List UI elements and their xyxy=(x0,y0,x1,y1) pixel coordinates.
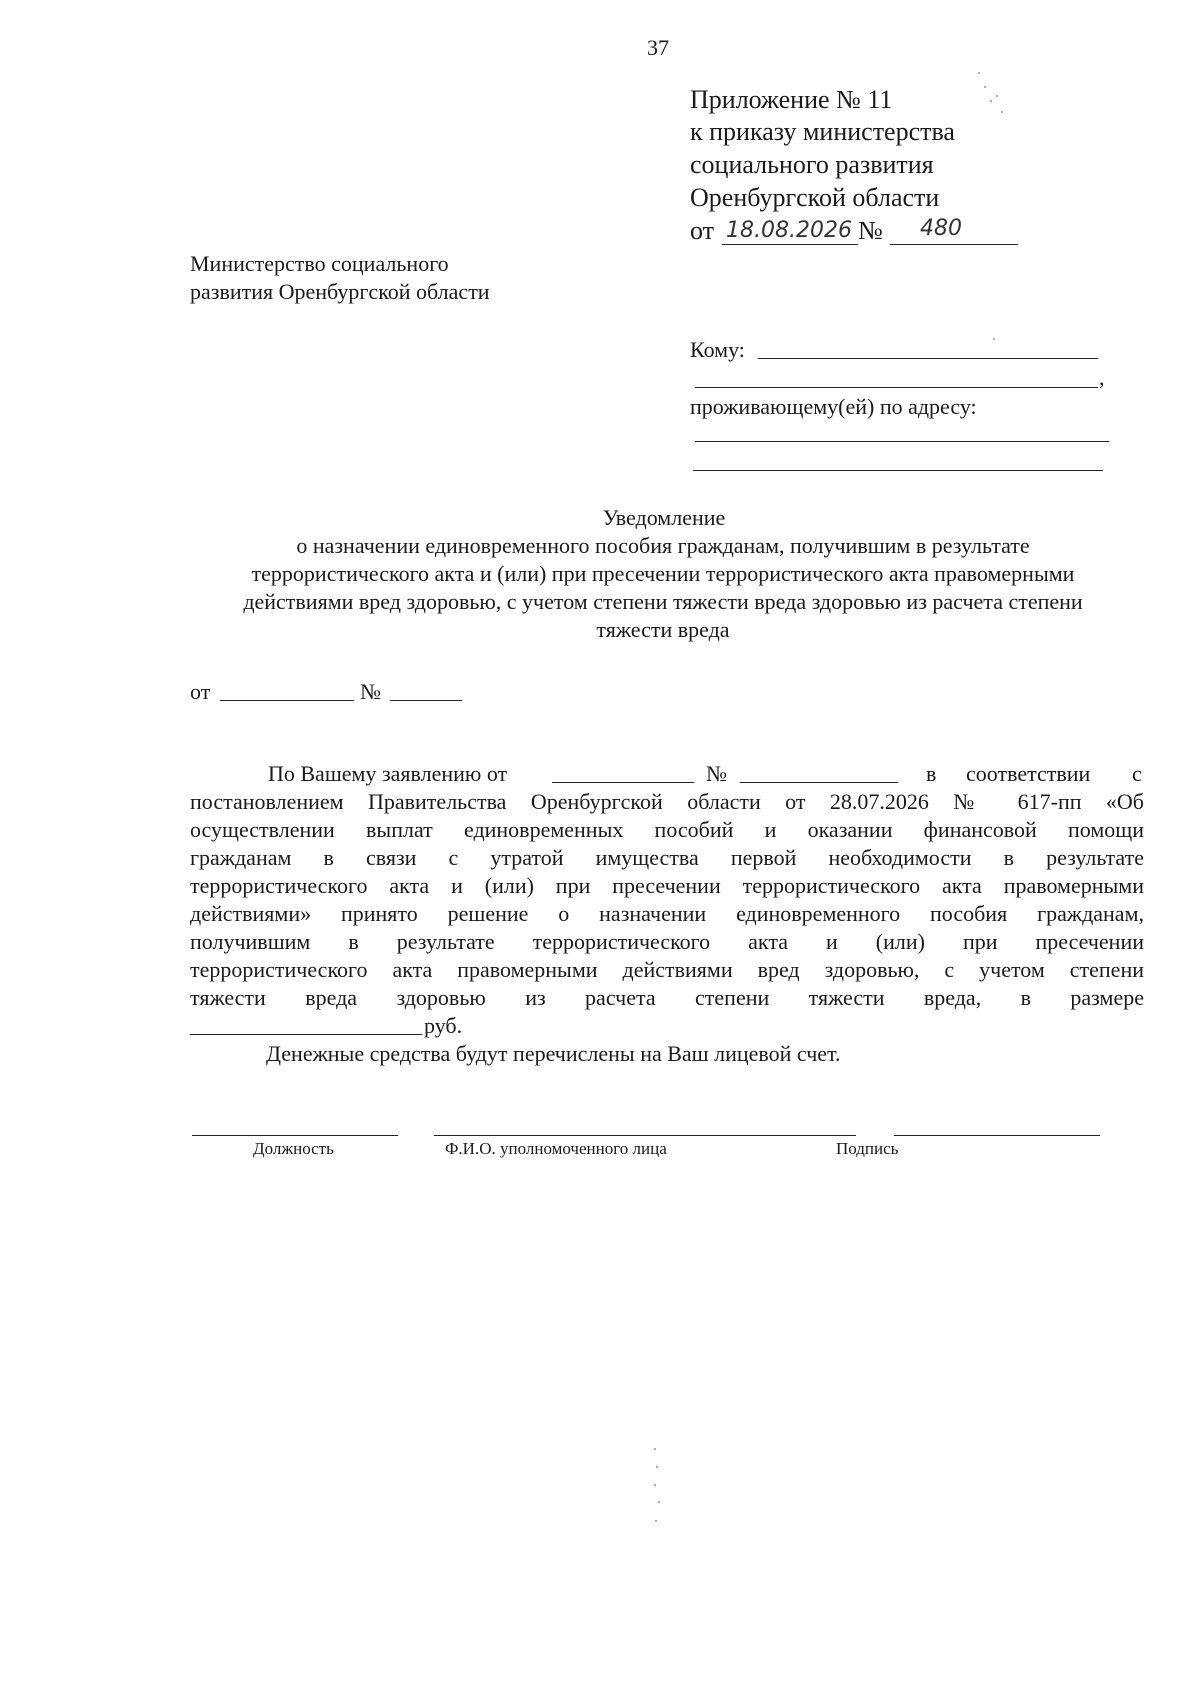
body-amount-line xyxy=(190,1034,422,1035)
scan-speck xyxy=(993,338,995,340)
recipient-name-line-1 xyxy=(758,358,1098,359)
notice-subtitle-line-2: террористического акта и (или) при пресечении террористического акта правомерными xyxy=(251,561,1075,586)
body-line-4: гражданам в связи с утратой имущества первой необходимости в результате xyxy=(190,845,1144,870)
recipient-name-line-2 xyxy=(695,387,1098,388)
signature-name-label: Ф.И.О. уполномоченного лица xyxy=(445,1139,667,1158)
appendix-line-4: Оренбургской области xyxy=(690,183,940,212)
scan-speck xyxy=(654,1448,656,1450)
appendix-number-underline xyxy=(890,244,1018,245)
notice-subtitle-line-3: действиями вред здоровью, с учетом степени тяжести вреда здоровью из расчета степени xyxy=(243,589,1083,614)
recipient-to-label: Кому: xyxy=(690,337,745,362)
body-application-date-line xyxy=(552,782,694,783)
scan-speck xyxy=(658,1501,660,1503)
body-rub-label: руб. xyxy=(424,1013,463,1038)
signature-name-line xyxy=(434,1135,856,1136)
signature-position-line xyxy=(192,1135,398,1136)
appendix-date-underline xyxy=(722,244,858,245)
signature-sign-line xyxy=(894,1135,1100,1136)
appendix-line-3: социального развития xyxy=(690,150,934,179)
body-line-6: действиями» принято решение о назначении единовременного пособия гражданам, xyxy=(190,901,1144,926)
page-number: 37 xyxy=(647,35,669,60)
body-line-1-word-s: с xyxy=(1132,761,1142,786)
body-line-3: осуществлении выплат единовременных пособий и оказании финансовой помощи xyxy=(190,817,1144,842)
sender-line-2: развития Оренбургской области xyxy=(190,279,490,304)
scan-speck xyxy=(978,72,980,74)
notice-title: Уведомление xyxy=(602,505,726,530)
appendix-handwritten-date: 18.08.2026 xyxy=(726,218,852,243)
sender-line-1: Министерство социального xyxy=(190,251,449,276)
notice-date-line xyxy=(220,700,354,701)
body-line-1-word-v: в xyxy=(926,761,937,786)
scan-speck xyxy=(1001,111,1003,113)
appendix-title: Приложение № 11 xyxy=(690,85,893,114)
scan-speck xyxy=(655,1520,657,1522)
appendix-handwritten-number: 480 xyxy=(920,216,962,241)
signature-position-label: Должность xyxy=(253,1139,334,1158)
body-line-1-word-sootv: соответствии xyxy=(966,761,1091,786)
notice-number-line xyxy=(390,700,462,701)
recipient-comma: , xyxy=(1099,365,1105,390)
appendix-line-2: к приказу министерства xyxy=(690,117,955,146)
body-line-8: террористического акта правомерными действиями вред здоровью, с учетом степени xyxy=(190,957,1144,982)
scan-speck xyxy=(656,1466,658,1468)
signature-sign-label: Подпись xyxy=(836,1139,899,1158)
scan-speck xyxy=(990,100,992,102)
body-line-5: террористического акта и (или) при пресечении террористического акта правомерными xyxy=(190,873,1144,898)
notice-subtitle-line-1: о назначении единовременного пособия гражданам, получившим в результате xyxy=(296,533,1030,558)
scan-speck xyxy=(654,1484,656,1486)
body-number-label: № xyxy=(706,761,727,786)
notice-from-label: от xyxy=(190,679,211,704)
recipient-address-line-1 xyxy=(695,441,1109,442)
appendix-number-label: № xyxy=(858,216,883,245)
body-line-7: получившим в результате террористического акта и (или) при пресечении xyxy=(190,929,1144,954)
body-line-1-start: По Вашему заявлению от xyxy=(268,761,508,786)
appendix-from-label: от xyxy=(690,216,715,245)
body-line-9: тяжести вреда здоровью из расчета степени тяжести вреда, в размере xyxy=(190,985,1144,1010)
recipient-address-line-2 xyxy=(693,470,1103,471)
body-line-2: постановлением Правительства Оренбургской области от 28.07.2026 № 617-пп «Об xyxy=(190,789,1144,814)
scan-speck xyxy=(984,86,986,88)
notice-subtitle-line-4: тяжести вреда xyxy=(596,617,730,642)
notice-number-label: № xyxy=(360,679,381,704)
body-application-number-line xyxy=(740,782,898,783)
body-closing-text: Денежные средства будут перечислены на Ваш лицевой счет. xyxy=(266,1041,841,1066)
recipient-address-label: проживающему(ей) по адресу: xyxy=(690,394,977,419)
scan-speck xyxy=(996,95,998,97)
